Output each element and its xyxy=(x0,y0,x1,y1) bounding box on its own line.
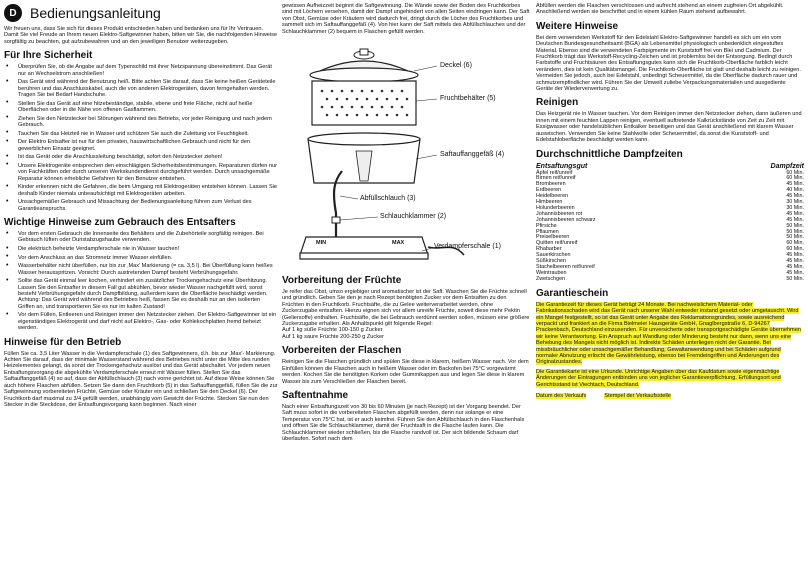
steam-times-heading: Durchschnittliche Dampfzeiten xyxy=(536,148,683,160)
table-row: Rhabarber 60 Min. xyxy=(536,246,804,253)
cleaning-paragraph: Das Heizgerät nie in Wasser tauchen. Vor dem Reinigen immer den Netzstecker ziehen, dann äußeren und innen mit einem feuchten Lappen reinigen, eventuell auftretende Kalkrückstände von Zeit zu Zeit mit Essigwasser oder handelsüblichen Entkalker beseitigen und das Gerät anschließend mit klarem Wasser auswischen. Verwenden Sie keine Stahlwolle oder Scheuermittel, da sonst die Kunststoff- und Edelstahloberfläche beschädigt werden kann. xyxy=(536,111,802,144)
usage-heading: Wichtige Hinweise zum Gebrauch des Entsafters xyxy=(4,217,236,229)
intro-paragraph: Wir freuen uns, dass Sie sich für dieses Produkt entschieden haben und bedanken uns für Ihr Vertrauen. Damit Sie viel Freude an Ihrem neuen Elektro-Saftgewinner haben, bitten wir Sie, die nachfolgenden Hinweise sorgfältig zu beachten, gut aufzubewahren und an den jeweiligen Benutzer weiterzugeben. xyxy=(4,26,278,45)
signature-line xyxy=(536,393,804,399)
extraction-paragraph: gewissen Aufheizzeit beginnt die Saftgewinnung. Die Wände sowie der Boden des Fruchtkorbes sind mit Löchern versehen, damit der Dampf ungehindert von allen Seiten eindringen kann. Der Saft von Obst, Gemüse oder Kräutern wird dadurch frei, dringt durch die Löcher des Fruchtkorbes und sammelt sich im Saftauffanggefäß (4). Von hier kann der Saft mittels des Abfüllschlauches und der Schlauchklammer (2) bequem in Flaschen gefüllt werden. xyxy=(282,3,530,35)
diagram-label-min: MIN xyxy=(316,240,327,247)
list-item: • Das Gerät wird während der Benutzung heiß. Bitte achten Sie darauf, dass Sie keine heißen Geräteteile berühren und das Anschlusskabel, auch die von anderen Elektrogeräten, davon ferngehalten werden. Tragen Sie bei Bedarf Handschuhe. xyxy=(4,79,278,98)
list-item: • Wasserbehälter nicht überfüllen, nur bis zur ‚Max' Markierung (= ca. 3,5 l). Bei Überfüllung kann heißes Wasser herausspritzen. Vorsicht: Durch austretenden Dampf besteht Verbrühungsgefahr. xyxy=(4,263,278,276)
juice-extraction-paragraph: Nach einer Entsaftungszeit von 30 bis 60 Minuten (je nach Rezept) ist der Vorgang beendet. Der Saft muss sofort in die vorbereiteten Flaschen abgefüllt werden, denn nur solange er eine Temperatur von 75°C hat, ist er auch keimfrei. Führen Sie den Abfüllschlauch in den Flaschenhals und öffnen Sie die Schlauchklammer, damit der Fruchtsaft in die Flasche laufen kann. Die Schlauchklammer wieder schließen, bis die Flasche randvoll ist. Der sich bildende Schaum darf überlaufen. Sofort nach dem xyxy=(282,403,525,442)
more-notes-heading: Weitere Hinweise xyxy=(536,20,619,32)
column-middle xyxy=(282,0,530,562)
table-row: Heidelbeeren 45 Min. xyxy=(536,193,804,200)
warranty-document-note: Die Garantiekarte ist eine Urkunde. Unrichtige Angaben über das Kaufdatum sowie eigenmächtige Änderungen der Eintragungen entbinden uns von jeglicher Garantieverpflichtung. Erfüllungsort und Gerichtsstand ist Viechtach, Deutschland. xyxy=(536,368,781,388)
list-item: • Vor dem Füllen, Entleeren und Reinigen immer den Netzstecker ziehen. Der Elektro-Saftgewinner ist ein eigenständiges Elektrogerät und darf nicht auf Elektro-, Gas- oder Kohlekochplatten fremd beheizt werden. xyxy=(4,312,278,331)
fruit-prep-heading: Vorbereitung der Früchte xyxy=(282,275,402,287)
steam-column-time: Dampfzeit xyxy=(770,162,804,170)
safety-heading: Für Ihre Sicherheit xyxy=(4,50,93,62)
table-row: Quitten reif/unreif 60 Min. xyxy=(536,240,804,247)
table-row: Süßkirschen 45 Min. xyxy=(536,258,804,265)
diagram-label-lid: Deckel (6) xyxy=(440,62,472,70)
table-row: Birnen reif/unreif 60 Min. xyxy=(536,175,804,182)
diagram-label-hose: Abfüllschlauch (3) xyxy=(360,195,416,203)
table-row: Pfirsiche 50 Min. xyxy=(536,222,804,229)
list-item: • Stellen Sie das Gerät auf eine hitzebeständige, stabile, ebene und freie Fläche, nicht auf heiße Oberflächen oder in die Nähe von offenen Gasflammen. xyxy=(4,101,278,114)
list-item: • Ist das Gerät oder die Anschlussleitung beschädigt, sofort den Netzstecker ziehen! xyxy=(4,154,278,160)
warranty-section xyxy=(536,288,804,399)
table-row: Brombeeren 45 Min. xyxy=(536,181,804,188)
diagram-label-bowl: Verdampferschale (1) xyxy=(434,243,501,251)
table-row: Himbeeren 30 Min. xyxy=(536,199,804,206)
usage-list xyxy=(4,231,278,332)
operation-heading: Hinweise für den Betrieb xyxy=(4,336,122,348)
juicer-diagram xyxy=(282,41,530,267)
list-item: • Ziehen Sie den Netzstecker bei Störungen während des Betriebs, vor jeder Reinigung und nach jedem Gebrauch. xyxy=(4,116,278,129)
bottles-paragraph: Reinigen Sie die Flaschen gründlich und spülen Sie diese in klarem, heißem Wasser nach. Vor dem Einfüllen können die Flaschen auch in heißem Wasser oder im Backofen bei 75°C vorgewärmt werden. Kochen Sie die benötigten Korken oder Gummikappen aus und legen Sie diese in klarem Wasser bis zum Verschließen der Flaschen bereit. xyxy=(282,359,529,385)
column-right xyxy=(536,0,804,562)
operation-paragraph: Füllen Sie ca. 3,5 Liter Wasser in die Verdampferschale (1) des Saftgewinners, d.h. bis zur ‚Max'- Markierung. Achten Sie darauf, dass der minimale Wasserstand während des Betriebes nicht unter die Mitte des runden Heizelementes gelangt, da sonst der Trockengehschutz auslöst und das Gerät abschaltet. Vor jedem neuen Entsaftungsvorgang die abgekühlte Verdampferschale erneut mit Wasser füllen. Stellen Sie das Saftauffanggefäß (4) so auf, dass der Abfüllschlauch (3) nach vorne gerichtet ist. Auf diese Weise können Sie auch höhere Flaschen abfüllen. Setzen Sie dann den Fruchtkorb (5) in das Saftauffanggefäß, füllen Sie die zur Saftgewinnung vorbereiteten Früchte, Gemüse oder Kräuter ein und schließen Sie den Deckel (6). Der Fruchtkorb darf maximal zu 3/4 gefüllt werden, unabhängig vom Gewicht der Früchte. Stecken Sie nun den Stecker in die Steckdose, der Entsaftungsvorgang kann beginnen. Nach einer xyxy=(4,350,278,408)
table-row: Preiselbeeren 50 Min. xyxy=(536,234,804,241)
table-row: Johannisbeeren schwarz 45 Min. xyxy=(536,216,804,223)
table-row: Stachelbeeren reif/unreif 45 Min. xyxy=(536,264,804,270)
extraction-heading: Saftentnahme xyxy=(282,389,349,401)
language-badge: D xyxy=(4,4,22,22)
list-item: • Vor dem ersten Gebrauch die Innenseite des Behälters und die Zubehörteile sorgfältig reinigen. Bei Gebrauch lüften oder Dunstabzugshaube verwenden. xyxy=(4,231,278,244)
document-header xyxy=(4,4,278,22)
table-row: Äpfel reif/unreif 60 Min. xyxy=(536,169,804,176)
document-title: Bedienungsanleitung xyxy=(30,5,161,21)
list-item: • Sollte das Gerät einmal leer kochen, verhindert ein zusätzlicher Trockengehschutz eine Überhitzung. Lassen Sie den Entsafter in diesem Fall gut abkühlen, bevor wieder Wasser nachgefüllt wird, sonst besteht Verbrühungsgefahr durch Dampfbildung, außerdem kann die Oberfläche beschädigt werden. Achtung: Das Gerät wird während des Betriebes heiß, fassen Sie es deshalb nur an den isolierten Griffen an, und transportieren Sie es nur im kalten Zustand! xyxy=(4,278,278,310)
list-item: • Kinder erkennen nicht die Gefahren, die beim Umgang mit Elektrogeräten entstehen können. Lassen Sie deshalb Kinder niemals unbeaufsichtigt mit Elektrogeräten arbeiten. xyxy=(4,184,278,197)
table-row: Johannisbeeren rot 45 Min. xyxy=(536,210,804,217)
diagram-label-max: MAX xyxy=(392,240,405,247)
steam-column-item: Entsaftungsgut xyxy=(536,162,588,170)
list-item: • Unsachgemäßer Gebrauch und Missachtung der Bedienungsanleitung führen zum Verlust des Garantieanspruchs. xyxy=(4,199,278,212)
bottles-heading: Vorbereiten der Flaschen xyxy=(282,345,402,357)
steam-times-table xyxy=(536,171,804,283)
diagram-label-collector: Saftauffanggefäß (4) xyxy=(440,151,505,159)
table-row: Sauerkirschen 45 Min. xyxy=(536,252,804,259)
safety-list xyxy=(4,64,278,212)
fruit-prep-paragraph: Je reifer das Obst, umso ergiebiger und aromatischer ist der Saft. Waschen Sie die Früchte schnell und gründlich. Geben Sie den je nach Rezept benötigten Zucker vor dem Entsaften zu den Früchten in den Fruchtkorb. Fruchtsäfte, die zu Gelee weiterverarbeitet werden, ohne Zuckerzugabe entsaften. Hierzu eignen sich vor allem unreife Früchte, soweit diese mehr Pektin (Geliersoffe) enthalten. Fruchtsäfte, die bei Gebrauch verdünnt werden sollen, müssen eine größere Zuckerzugabe erhalten. Als Anhaltspunkt gilt folgende Regel: xyxy=(282,289,530,328)
dealer-stamp-field: Stempel der Verkaufsstelle xyxy=(604,393,671,399)
sale-date-field: Datum des Verkaufs xyxy=(536,393,587,399)
list-item: • Unsere Elektrogeräte entsprechen den einschlägigen Sicherheitsbestimmungen. Reparaturen dürfen nur von Fachkräften oder durch unseren Werkskundendienst durchgeführt werden. Durch unsachgemäße Reparatur können erhebliche Gefahren für den Benutzer entstehen. xyxy=(4,163,278,182)
table-row: Holunderbeeren 30 Min. xyxy=(536,204,804,211)
list-item: • Tauchen Sie das Heizteil nie in Wasser und schützen Sie auch die Zuleitung vor Feuchtigkeit. xyxy=(4,131,278,137)
fruit-prep-rule-sour: Auf 1 kg saure Früchte 200-250 g Zucker xyxy=(282,333,384,340)
more-notes-paragraph: Bei dem verwendeten Werkstoff für den Edelstahl Elektro-Saftgewinner handelt es sich um ein vom Deutschen Bundesgesundheitsamt (BGA) als Lebensmittel physiologisch unbedenklich eingestuftes Material. Ebenso sind die verwendeten Farbpigmente im Kunststoff frei von Blei und Cadmium. Der Fruchtkorb trägt das Werkstoff-Recycling-Zeichen und ist problemlos bei der Entsorgung. Bedingt durch Farbstoffe und Fruchtsäuren des Entsaftungsgutes kann sich die Fruchtkorb-Oberfläche farblich leicht verändern, dies ist kein Qualitätsmangel. Die Fruchtkorb-Oberfläche ist glatt und deshalb leicht zu reinigen. Vermeiden Sie jedoch, auch bei Edelstahl, unbedingt Scheuermittel, da die Oberfläche dadurch rauer und schmutzempfindlicher wird. Führen Sie der Umwelt zuliebe Verpackungsmaterialien und ausgediente Geräte der Wiederverwertung zu. xyxy=(536,34,801,93)
list-item: • Vor dem Anschluss an das Stromnetz immer Wasser einfüllen. xyxy=(4,255,278,261)
list-item: • Die elektrisch beheizte Verdampferschale nie in Wasser tauchen! xyxy=(4,246,278,252)
column-left xyxy=(4,0,278,562)
table-row: Weintrauben 45 Min. xyxy=(536,269,804,276)
steam-table-header xyxy=(536,163,804,170)
warranty-heading: Garantieschein xyxy=(536,287,609,299)
list-item: • Der Elektro Entsafter ist nur für den privaten, hauswirtschaftlichen Gebrauch und nicht für den gewerblichen Einsatz geeignet. xyxy=(4,139,278,152)
list-item: • Überprüfen Sie, ob die Angabe auf dem Typenschild mit ihrer Netzspannung übereinstimmt. Das Gerät nur an Wechselstrom anschließen! xyxy=(4,64,278,77)
warranty-terms: Die Garantiezeit für dieses Gerät beträgt 24 Monate. Bei nachweislichem Material- oder Fabrikationsschaden wird das Gerät nach unserer Wahl entweder instand gesetzt oder umgetauscht. Wird ein Mangel festgestellt, so ist das Gerät unter Angabe des Reklamationsgrundes, sowie ausreichend verpackt und frankiert an die Firma Bielmeier Hausgeräte GmbH, Gnaglbergstraße 6, D-94267 Prackenbach, Deutschland einzusenden. Für unversicherte oder transportgeschädigte Geräte übernehmen wir keine Verantwortung. Ein Anspruch auf Wandlung oder Minderung besteht nur dann, wenn uns eine Behebung des Mangels nicht möglich ist. Indirekte Schäden unterliegen nicht der Garantie. Bei missbräuchlicher oder unsachgemäßer Behandlung, Gewaltanwendung und bei Schäden aufgrund normaler Abnutzung erlischt die Gewährleistung, ebenso bei Fremdeingriffen und Änderungen des Originalzustandes. xyxy=(536,301,801,366)
table-row: Zwetschgen 50 Min. xyxy=(536,275,804,282)
cleaning-heading: Reinigen xyxy=(536,97,579,109)
storage-paragraph: Abfüllen werden die Flaschen verschlossen und aufrecht stehend an einem zugfreien Ort abgekühlt. Anschließend werden sie beschriftet und in einem kühlen Raum stehend aufbewahrt. xyxy=(536,3,784,16)
diagram-label-clamp: Schlauchklammer (2) xyxy=(380,213,447,221)
fruit-prep-rule-sweet: Auf 1 kg süße Früchte 100-150 g Zucker xyxy=(282,327,383,334)
table-row: Pflaumen 50 Min. xyxy=(536,228,804,235)
diagram-label-basket: Fruchtbehälter (5) xyxy=(440,95,496,103)
table-row: Erdbeeren 40 Min. xyxy=(536,187,804,194)
